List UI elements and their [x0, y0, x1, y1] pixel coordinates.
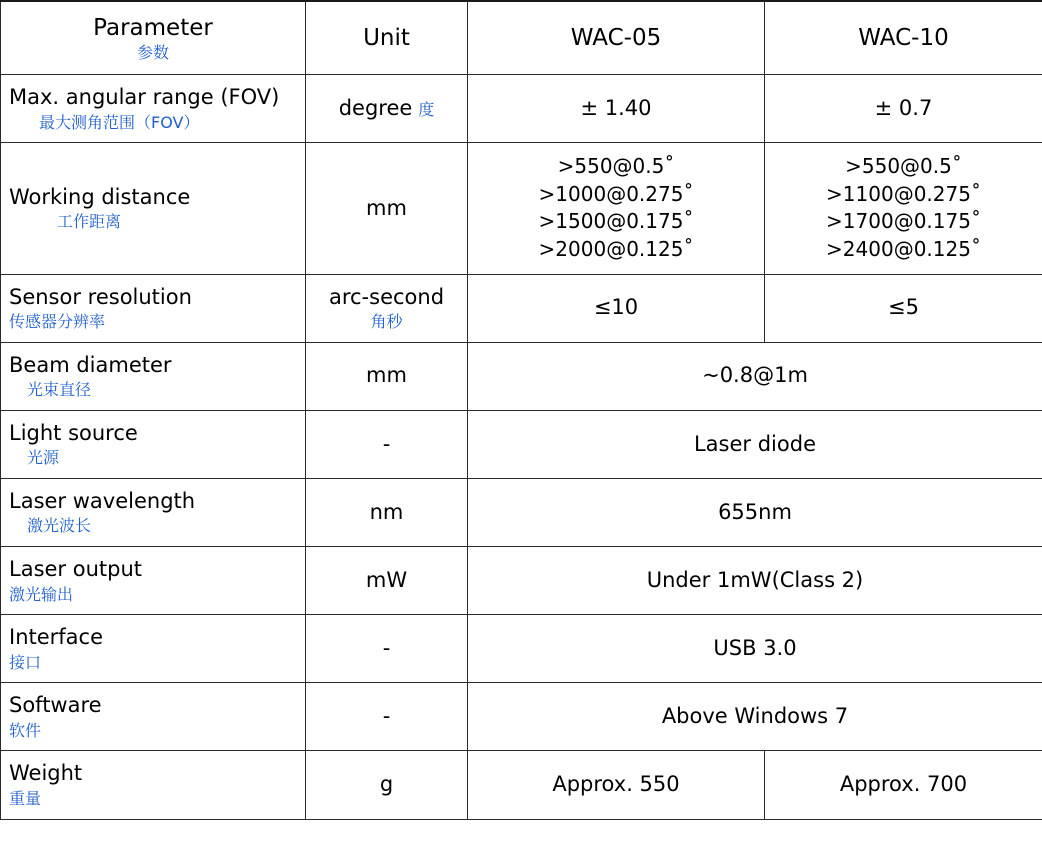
param-cn: 光源	[27, 448, 60, 468]
param-cell	[1, 478, 306, 546]
value-wac10-lines	[765, 143, 1042, 273]
unit-cell	[306, 751, 468, 819]
unit-cell	[306, 143, 468, 274]
param-cell	[1, 75, 306, 143]
unit-cell	[306, 683, 468, 751]
value-cell-merged	[468, 683, 1042, 751]
unit-en: -	[382, 431, 391, 456]
param-cn: 激光波长	[27, 516, 92, 536]
header-parameter-en: Parameter	[93, 14, 213, 41]
param-en: Laser output	[9, 557, 143, 581]
param-cell	[1, 274, 306, 342]
param-cn: 最大测角范围（FOV）	[39, 112, 200, 132]
param-en: Software	[9, 693, 102, 718]
table-row	[1, 547, 1042, 615]
value-cell-wac05	[468, 274, 765, 342]
unit-en: arc-second	[328, 284, 445, 309]
table-row	[1, 274, 1042, 342]
value-line: >550@0.5˚	[845, 154, 962, 179]
value-line: >1700@0.175˚	[826, 209, 981, 234]
value-cell-wac10	[765, 75, 1042, 143]
unit-cell	[306, 615, 468, 683]
unit-en: mm	[366, 363, 407, 388]
value-cell-wac05	[468, 751, 765, 819]
value-cell-merged	[468, 615, 1042, 683]
value-cell-wac10	[765, 274, 1042, 342]
value-merged: 655nm	[718, 499, 792, 524]
value-line: >2000@0.125˚	[538, 236, 694, 261]
param-cn: 传感器分辨率	[9, 312, 106, 332]
header-cell-wac10	[765, 1, 1042, 75]
unit-cn: 角秒	[370, 312, 403, 332]
param-cell	[1, 342, 306, 410]
unit-cell	[306, 547, 468, 615]
value-line: >550@0.5˚	[557, 154, 675, 179]
table-row	[1, 683, 1042, 751]
unit-en: mm	[366, 195, 407, 220]
param-cn: 激光输出	[9, 584, 74, 604]
value-merged: Above Windows 7	[661, 704, 849, 728]
value-line: >1000@0.275˚	[538, 181, 694, 206]
value-cell-wac10	[765, 751, 1042, 819]
param-cn: 接口	[9, 652, 42, 672]
unit-cn: 度	[418, 99, 435, 119]
unit-en: degree	[338, 95, 413, 120]
value-line: >2400@0.125˚	[826, 236, 981, 261]
value-line: >1100@0.275˚	[826, 181, 981, 206]
value-wac05: Approx. 550	[552, 772, 680, 797]
param-cell	[1, 410, 306, 478]
table-row	[1, 410, 1042, 478]
value-line: >1500@0.175˚	[538, 209, 694, 234]
param-cn: 工作距离	[57, 212, 122, 232]
value-wac05-lines	[468, 143, 764, 273]
header-cell-parameter	[1, 1, 306, 75]
param-cell	[1, 683, 306, 751]
unit-cell	[306, 410, 468, 478]
table-row	[1, 751, 1042, 819]
value-cell-merged	[468, 410, 1042, 478]
value-wac05: ± 1.40	[580, 95, 652, 120]
param-en: Sensor resolution	[9, 284, 192, 309]
table-header-row	[1, 1, 1042, 75]
value-wac10: ≤5	[888, 295, 919, 320]
param-cell	[1, 751, 306, 819]
param-en: Working distance	[9, 184, 191, 209]
unit-en: -	[382, 635, 391, 660]
header-cell-wac05	[468, 1, 765, 75]
table-row	[1, 615, 1042, 683]
unit-en: -	[382, 704, 391, 728]
header-unit-en: Unit	[363, 24, 410, 51]
table-row	[1, 75, 1042, 143]
param-en: Laser wavelength	[9, 488, 196, 513]
param-cn: 光束直径	[27, 380, 92, 400]
unit-cell	[306, 75, 468, 143]
param-cell	[1, 615, 306, 683]
value-wac05: ≤10	[593, 295, 639, 320]
param-en: Beam diameter	[9, 352, 172, 377]
param-en: Weight	[9, 761, 83, 786]
table-row	[1, 478, 1042, 546]
value-merged: ~0.8@1m	[702, 363, 808, 388]
value-merged: USB 3.0	[713, 635, 797, 660]
value-cell-wac05	[468, 75, 765, 143]
unit-en: mW	[365, 567, 408, 592]
header-parameter-cn: 参数	[136, 42, 169, 62]
value-wac10: ± 0.7	[874, 95, 933, 120]
param-en: Interface	[9, 625, 104, 650]
value-merged: Under 1mW(Class 2)	[646, 567, 864, 592]
value-cell-wac10	[765, 143, 1042, 274]
value-cell-merged	[468, 547, 1042, 615]
value-merged: Laser diode	[693, 431, 816, 456]
param-cn: 软件	[9, 720, 42, 740]
param-en: Light source	[9, 420, 138, 445]
unit-cell	[306, 478, 468, 546]
param-cn: 重量	[9, 788, 42, 808]
param-cell	[1, 547, 306, 615]
table-row	[1, 342, 1042, 410]
value-cell-merged	[468, 342, 1042, 410]
header-wac05: WAC-05	[570, 24, 662, 51]
unit-en: g	[379, 772, 394, 797]
header-wac10: WAC-10	[858, 24, 949, 51]
value-wac10: Approx. 700	[839, 772, 968, 797]
value-cell-wac05	[468, 143, 765, 274]
unit-en: nm	[369, 499, 404, 524]
param-en: Max. angular range (FOV)	[9, 85, 280, 109]
param-cell	[1, 143, 306, 274]
unit-cell	[306, 274, 468, 342]
header-cell-unit	[306, 1, 468, 75]
unit-cell	[306, 342, 468, 410]
value-cell-merged	[468, 478, 1042, 546]
table-row	[1, 143, 1042, 274]
